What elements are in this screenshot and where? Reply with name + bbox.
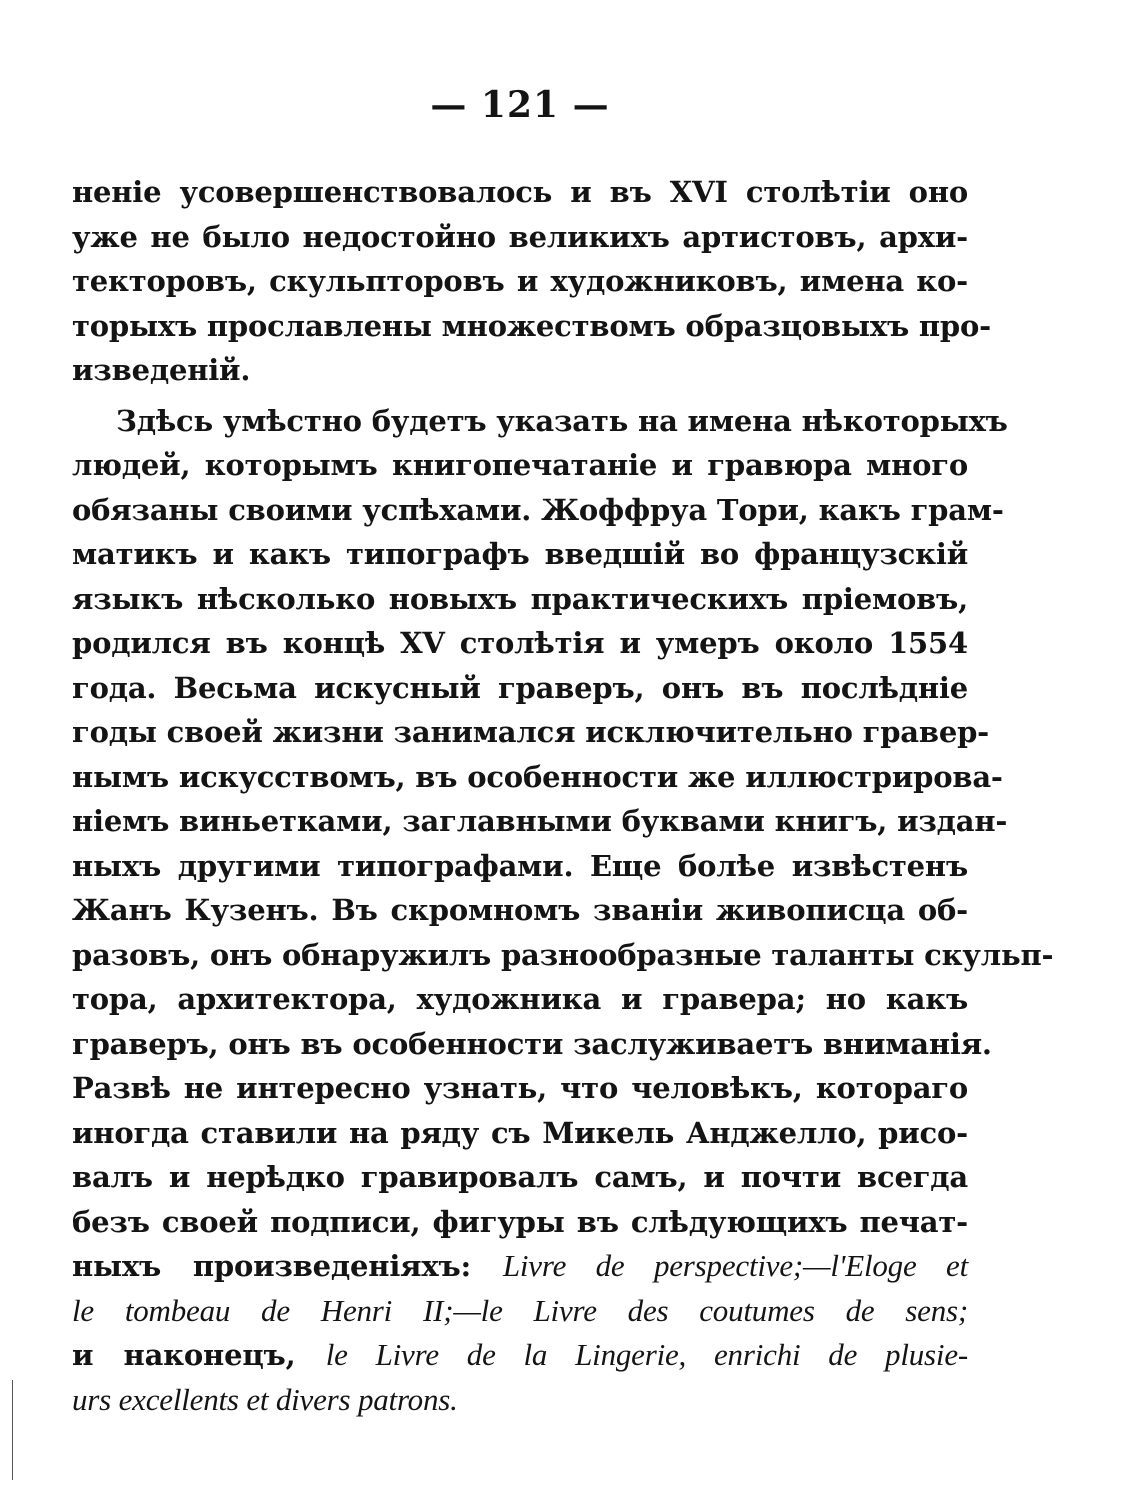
text-line: Развѣ не интересно узнать, что человѣкъ, котораго [72, 1071, 968, 1105]
text-line: иногда ставили на ряду съ Микель Анджелло, рисо- [72, 1115, 968, 1150]
italic-title: urs excellents et divers patrons. [72, 1381, 458, 1417]
text-line: ныхъ другими типографами. Еще болѣе извѣстенъ [72, 848, 968, 883]
text-line: годы своей жизни занимался исключительно гравер- [72, 715, 989, 749]
text-line: года. Весьма искусный граверъ, онъ въ послѣдніе [72, 670, 968, 705]
scan-margin-mark [12, 1380, 13, 1480]
text-line [72, 1378, 968, 1423]
text-line: разовъ, онъ обнаружилъ разнообразные таланты скульп- [72, 937, 1054, 972]
text-line: валъ и нерѣдко гравировалъ самъ, и почти всегда [72, 1160, 968, 1194]
body-text [72, 170, 1054, 1422]
italic-title: le tombeau de Henri II;—le Livre des coutumes de sens; [72, 1292, 968, 1328]
text-line: уже не было недостойно великихъ артистовъ, архи- [72, 219, 968, 254]
italic-title: Livre de perspective;—l'Eloge et [502, 1248, 968, 1283]
text-line: ніемъ виньетками, заглавными буквами книгъ, издан- [72, 804, 1008, 838]
page-number: — 121 — [430, 84, 610, 126]
text-line [72, 1333, 968, 1378]
line-text: ныхъ произведеніяхъ: [72, 1249, 503, 1283]
paragraph-1 [72, 170, 991, 393]
text-line: граверъ, онъ въ особенности заслуживаетъ вниманія. [72, 1026, 992, 1061]
text-line [72, 1244, 968, 1289]
text-line: торыхъ прославлены множествомъ образцовыхъ про- [72, 308, 991, 343]
text-line [72, 1289, 968, 1334]
text-line: языкъ нѣсколько новыхъ практическихъ пріемовъ, [72, 581, 968, 616]
line-text: и наконецъ, [72, 1338, 326, 1372]
text-line: неніе усовершенствовалось и въ XVI столѣтіи оно [72, 175, 968, 209]
paragraph-2 [72, 399, 1054, 1423]
text-line: текторовъ, скульпторовъ и художниковъ, имена ко- [72, 264, 968, 298]
text-line: обязаны своими успѣхами. Жоффруа Тори, какъ грам- [72, 492, 1004, 527]
text-line: изведеній. [72, 353, 251, 387]
text-line: нымъ искусствомъ, въ особенности же иллюстрирова- [72, 759, 1003, 794]
text-line: тора, архитектора, художника и гравера; но какъ [72, 982, 968, 1016]
text-line: людей, которымъ книгопечатаніе и гравюра много [72, 448, 968, 482]
italic-title: le Livre de la Lingerie, enrichi de plusie- [325, 1337, 969, 1372]
text-line: родился въ концѣ XV столѣтія и умеръ около 1554 [72, 626, 968, 660]
text-line: Жанъ Кузенъ. Въ скромномъ званіи живописца об- [72, 893, 968, 927]
text-line: безъ своей подписи, фигуры въ слѣдующихъ печат- [72, 1204, 968, 1239]
text-line: Здѣсь умѣстно будетъ указать на имена нѣкоторыхъ [116, 403, 1008, 438]
text-line: матикъ и какъ типографъ введшій во французскій [72, 537, 968, 571]
